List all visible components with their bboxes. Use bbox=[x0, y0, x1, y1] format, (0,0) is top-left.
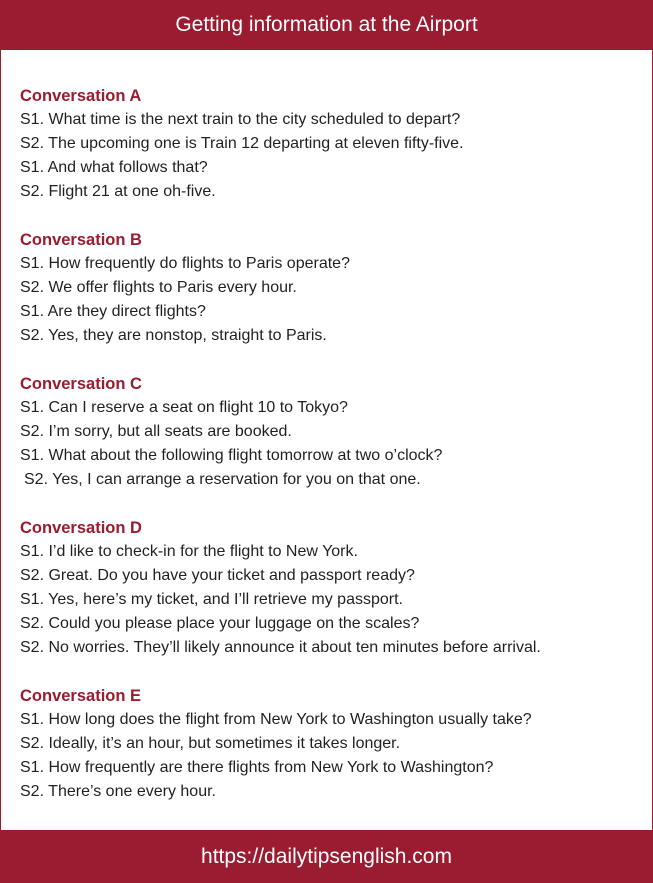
dialogue-line: S1. Yes, here’s my ticket, and I’ll retrieve my passport. bbox=[20, 591, 403, 608]
page-footer bbox=[0, 830, 653, 883]
conversation-b bbox=[20, 228, 645, 348]
dialogue-line: S1. Can I reserve a seat on flight 10 to Tokyo? bbox=[20, 399, 348, 416]
website-url[interactable]: https://dailytipsenglish.com bbox=[201, 844, 452, 868]
dialogue-line: S2. No worries. They’ll likely announce it about ten minutes before arrival. bbox=[20, 639, 541, 656]
dialogue-line: S1. How frequently are there flights from New York to Washington? bbox=[20, 759, 494, 776]
dialogue-line: S2. I’m sorry, but all seats are booked. bbox=[20, 423, 292, 440]
conversation-d bbox=[20, 516, 645, 660]
page-header bbox=[0, 0, 653, 50]
dialogue-line: S1. I’d like to check-in for the flight to New York. bbox=[20, 543, 358, 560]
dialogue-line: S2. We offer flights to Paris every hour. bbox=[20, 279, 297, 296]
dialogue-line: S2. There’s one every hour. bbox=[20, 783, 216, 800]
dialogue-line: S2. Yes, I can arrange a reservation for you on that one. bbox=[24, 471, 421, 488]
dialogue-line: S1. Are they direct flights? bbox=[20, 303, 206, 320]
dialogue-line: S1. And what follows that? bbox=[20, 159, 208, 176]
conversation-title: Conversation B bbox=[20, 231, 142, 249]
dialogue-line: S2. The upcoming one is Train 12 departing at eleven fifty-five. bbox=[20, 135, 464, 152]
conversation-c bbox=[20, 372, 645, 492]
conversation-title: Conversation C bbox=[20, 375, 142, 393]
page-title: Getting information at the Airport bbox=[175, 13, 478, 36]
dialogue-line: S1. What about the following flight tomorrow at two o’clock? bbox=[20, 447, 443, 464]
dialogue-line: S1. How long does the flight from New York to Washington usually take? bbox=[20, 711, 532, 728]
conversation-a bbox=[20, 84, 645, 204]
conversation-list bbox=[20, 84, 645, 828]
dialogue-line: S2. Could you please place your luggage on the scales? bbox=[20, 615, 420, 632]
conversation-title: Conversation D bbox=[20, 519, 142, 537]
dialogue-line: S2. Great. Do you have your ticket and passport ready? bbox=[20, 567, 415, 584]
dialogue-line: S2. Flight 21 at one oh-five. bbox=[20, 183, 216, 200]
dialogue-line: S2. Yes, they are nonstop, straight to Paris. bbox=[20, 327, 327, 344]
conversation-title: Conversation A bbox=[20, 87, 142, 105]
conversation-e bbox=[20, 684, 645, 804]
dialogue-line: S1. What time is the next train to the city scheduled to depart? bbox=[20, 111, 461, 128]
conversation-title: Conversation E bbox=[20, 687, 142, 705]
dialogue-line: S2. Ideally, it’s an hour, but sometimes it takes longer. bbox=[20, 735, 401, 752]
dialogue-line: S1. How frequently do flights to Paris operate? bbox=[20, 255, 350, 272]
